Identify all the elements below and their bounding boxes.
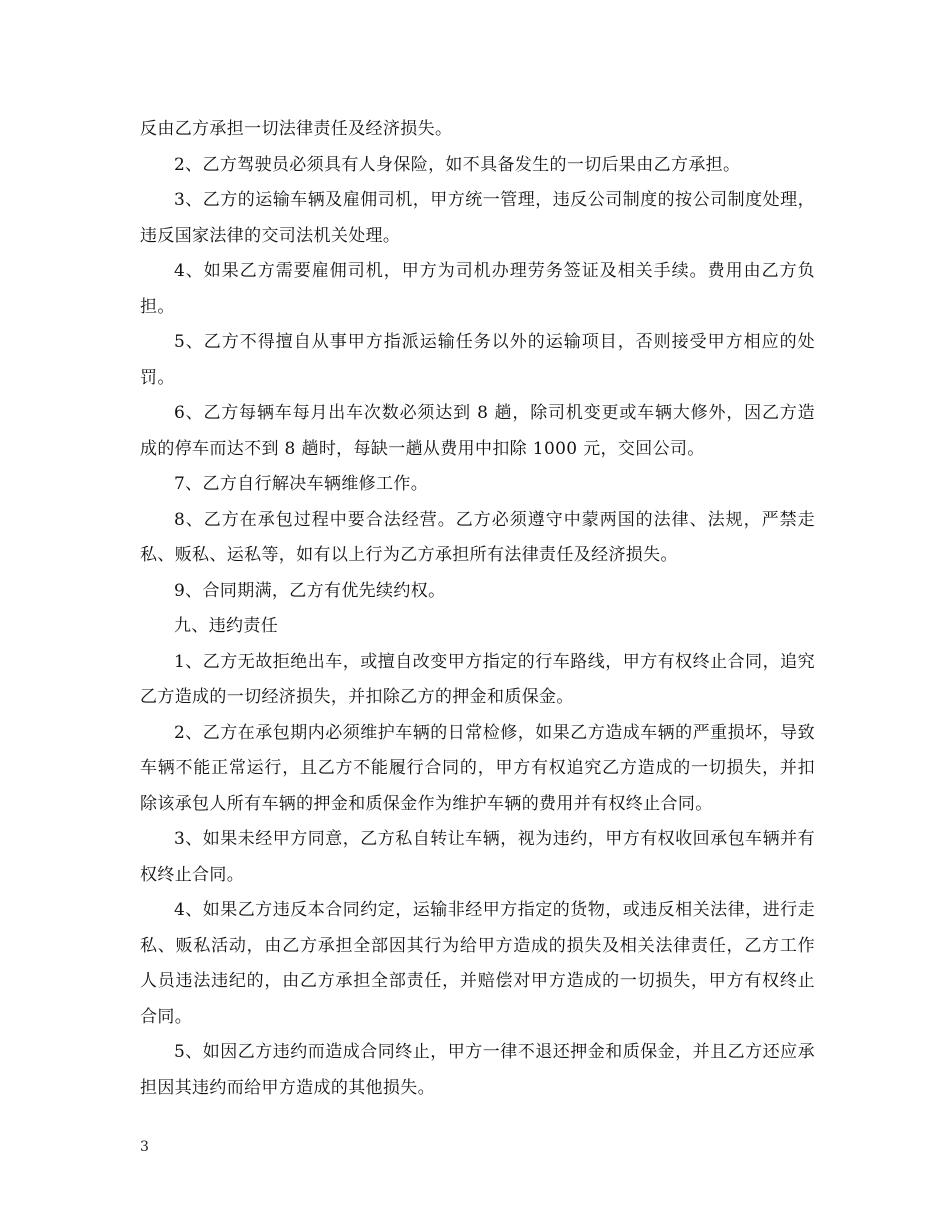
paragraph-clause-8: 8、乙方在承包过程中要合法经营。乙方必须遵守中蒙两国的法律、法规，严禁走私、贩私、运私等，如有以上行为乙方承担所有法律责任及经济损失。 bbox=[140, 509, 815, 565]
paragraph-continuation: 反由乙方承担一切法律责任及经济损失。 bbox=[140, 119, 453, 139]
paragraph-breach-2: 2、乙方在承包期内必须维护车辆的日常检修，如果乙方造成车辆的严重损坏，导致车辆不能正常运行，且乙方不能履行合同的，甲方有权追究乙方造成的一切损失，并扣除该承包人所有车辆的押金和质保金作为维护车辆的费用并有权终止合同。 bbox=[140, 722, 815, 814]
document-body bbox=[140, 112, 815, 1106]
paragraph-clause-4: 4、如果乙方需要雇佣司机，甲方为司机办理劳务签证及相关手续。费用由乙方负担。 bbox=[140, 261, 815, 317]
paragraph-clause-5: 5、乙方不得擅自从事甲方指派运输任务以外的运输项目，否则接受甲方相应的处罚。 bbox=[140, 332, 815, 388]
paragraph-breach-4: 4、如果乙方违反本合同约定，运输非经甲方指定的货物，或违反相关法律，进行走私、贩私活动，由乙方承担全部因其行为给甲方造成的损失及相关法律责任，乙方工作人员违法违纪的，由乙方承担全部责任，并赔偿对甲方造成的一切损失，甲方有权终止合同。 bbox=[140, 900, 815, 1027]
paragraph-clause-3: 3、乙方的运输车辆及雇佣司机，甲方统一管理，违反公司制度的按公司制度处理，违反国家法律的交司法机关处理。 bbox=[140, 190, 815, 246]
page-number: 3 bbox=[140, 1139, 149, 1155]
section-heading-breach: 九、违约责任 bbox=[174, 616, 279, 636]
paragraph-breach-5: 5、如因乙方违约而造成合同终止，甲方一律不退还押金和质保金，并且乙方还应承担因其违约而给甲方造成的其他损失。 bbox=[140, 1042, 815, 1098]
paragraph-clause-2: 2、乙方驾驶员必须具有人身保险，如不具备发生的一切后果由乙方承担。 bbox=[174, 154, 741, 175]
paragraph-clause-6: 6、乙方每辆车每月出车次数必须达到 8 趟，除司机变更或车辆大修外，因乙方造成的停车而达不到 8 趟时，每缺一趟从费用中扣除 1000 元，交回公司。 bbox=[140, 403, 815, 459]
paragraph-breach-1: 1、乙方无故拒绝出车，或擅自改变甲方指定的行车路线，甲方有权终止合同，追究乙方造成的一切经济损失，并扣除乙方的押金和质保金。 bbox=[140, 651, 815, 707]
paragraph-breach-3: 3、如果未经甲方同意，乙方私自转让车辆，视为违约，甲方有权收回承包车辆并有权终止合同。 bbox=[140, 829, 815, 885]
paragraph-clause-7: 7、乙方自行解决车辆维修工作。 bbox=[174, 474, 429, 494]
paragraph-clause-9: 9、合同期满，乙方有优先续约权。 bbox=[174, 580, 446, 601]
